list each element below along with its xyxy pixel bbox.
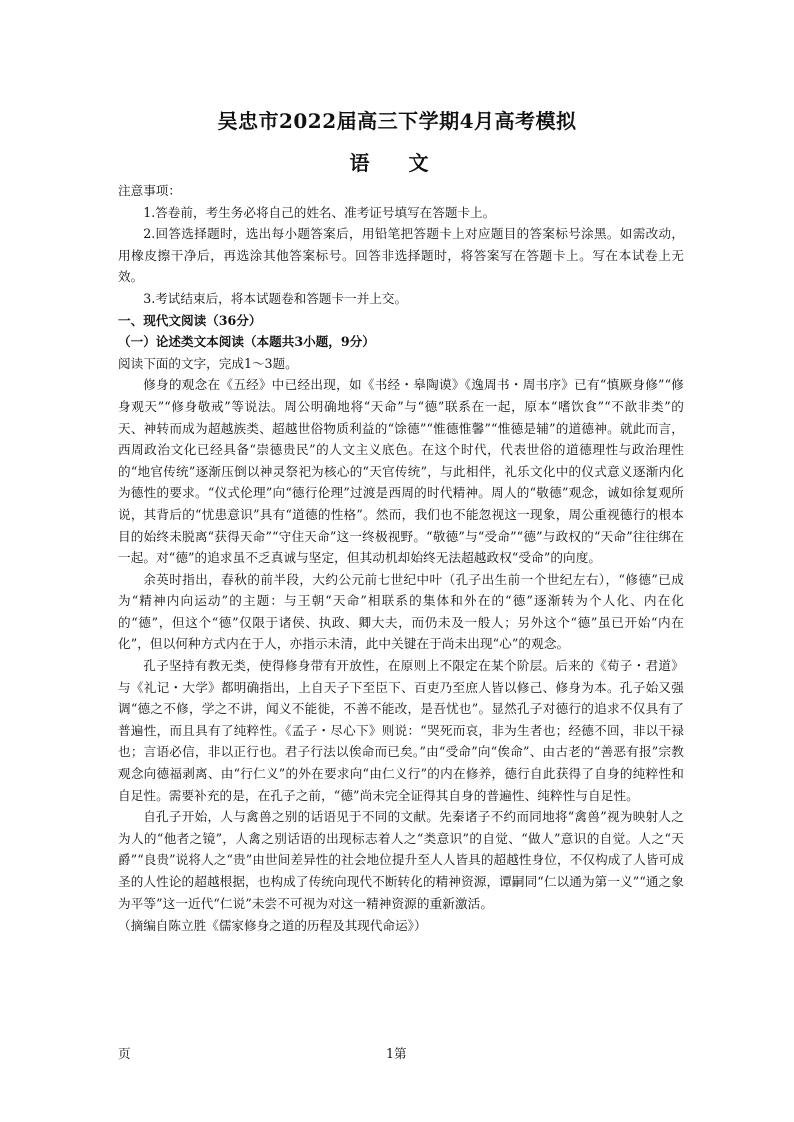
passage-paragraph-1: 修身的观念在《五经》中已经出现，如《书经・皋陶谟》《逸周书・周书序》已有“慎厥身修”“修身观天”“修身敬戒”等说法。周公明确地将“天命”与“德”联系在一起，原本“嗜饮食”“不歆非类”的天、神转而成为超越族类、超越世俗物质利益的“馀德”“惟德惟馨”“惟德是辅”的道德神。就此而言，西周政治文化已经具备“崇德贵民”的人文主义底色。在这个时代，代表世俗的道德理性与政治理性的“地官传统”逐渐压倒以神灵祭祀为核心的“天官传统”，与此相伴，礼乐文化中的仪式意义逐渐内化为德性的要求。“仪式伦理”向“德行伦理”过渡是西周的时代精神。周人的“敬德”观念，诚如徐复观所说，其背后的“忧患意识”具有“道德的性格”。然而，我们也不能忽视这一现象，周公重视德行的根本目的始终未脱离“获得天命”“守住天命”这一终极视野。“敬德”与“受命”“德”与政权的“天命”往往绑在一起。对“德”的追求虽不乏真诚与坚定，但其动机却始终无法超越政权“受命”的向度。 [118,377,684,566]
passage-paragraph-3: 孔子坚持有教无类，使得修身带有开放性，在原则上不限定在某个阶层。后来的《荀子・君道》与《礼记・大学》都明确指出，上自天子下至臣下、百吏乃至庶人皆以修己、修身为本。孔子始又强调“德之不修，学之不讲，闻义不能徙，不善不能改，是吾忧也”。显然孔子对德行的追求不仅具有了普遍性，而且具有了纯粹性。《孟子・尽心下》则说：“哭死而哀，非为生者也；经德不回，非以干禄也；言语必信，非以正行也。君子行法以俟命而已矣。”由“受命”向“俟命”、由古老的“善恶有报”宗教观念向德福剥离、由“行仁义”的外在要求向“由仁义行”的内在修养，德行自此获得了自身的纯粹性和自足性。需要补充的是，在孔子之前，“德”尚未完全证得其自身的普遍性、纯粹性与自足性。 [118,658,684,803]
subject-title: 语 文 [349,151,445,175]
reading-instruction: 阅读下面的文字，完成1～3题。 [118,355,298,371]
section-subheading: （一）论述类文本阅读（本题共3小题，9分） [118,334,375,350]
exam-title: 吴忠市2022届高三下学期4月高考模拟 [217,109,577,133]
passage-paragraph-2: 余英时指出，春秋的前半段，大约公元前七世纪中叶（孔子出生前一个世纪左右），“修德”已成为“精神内向运动”的主题：与王朝“天命”相联系的集体和外在的“德”逐渐转为个人化、内在化的“德”，但这个“德”仅限于诸侯、执政、卿大夫，而仍未及一般人；另外这个“德”虽已开始“内在化”，但以何种方式内在于人，亦指示未清，此中关键在于尚未出现“心”的观念。 [118,571,684,652]
notice-item-1: 1.答卷前，考生务必将自己的姓名、准考证号填写在答题卡上。 [143,204,496,220]
notice-item-3: 3.考试结束后，将本试题卷和答题卡一并上交。 [143,290,408,306]
footer-page-number: 1第 [386,1046,407,1061]
passage-paragraph-4: 自孔子开始，人与禽兽之别的话语见于不同的文献。先秦诸子不约而同地将“禽兽”视为映射人之为人的“他者之镜”，人禽之别话语的出现标志着人之“类意识”的自觉、“做人”意识的自觉。人之“天爵”“良贵”说将人之“贵”由世间差异性的社会地位提升至人人皆具的超越性身位，不仅构成了人皆可成圣的人性论的超越根据，也构成了传统向现代不断转化的精神资源，谭嗣同“仁以通为第一义”“通之象为平等”这一近代“仁说”未尝不可视为对这一精神资源的重新激活。 [118,809,684,911]
exam-body [118,180,684,937]
section-heading: 一、现代文阅读（36分） [118,312,262,328]
notice-item-2: 2.回答选择题时，选出每小题答案后，用铅笔把答题卡上对应题目的答案标号涂黑。如需改动，用橡皮擦干净后，再选涂其他答案标号。回答非选择题时，将答案写在答题卡上。写在本试卷上无效。 [118,226,684,285]
passage-source: （摘编自陈立胜《儒家修身之道的历程及其现代命运》） [118,918,427,934]
notice-heading: 注意事项： [118,183,181,198]
footer-page-label: 页 [118,1046,131,1061]
